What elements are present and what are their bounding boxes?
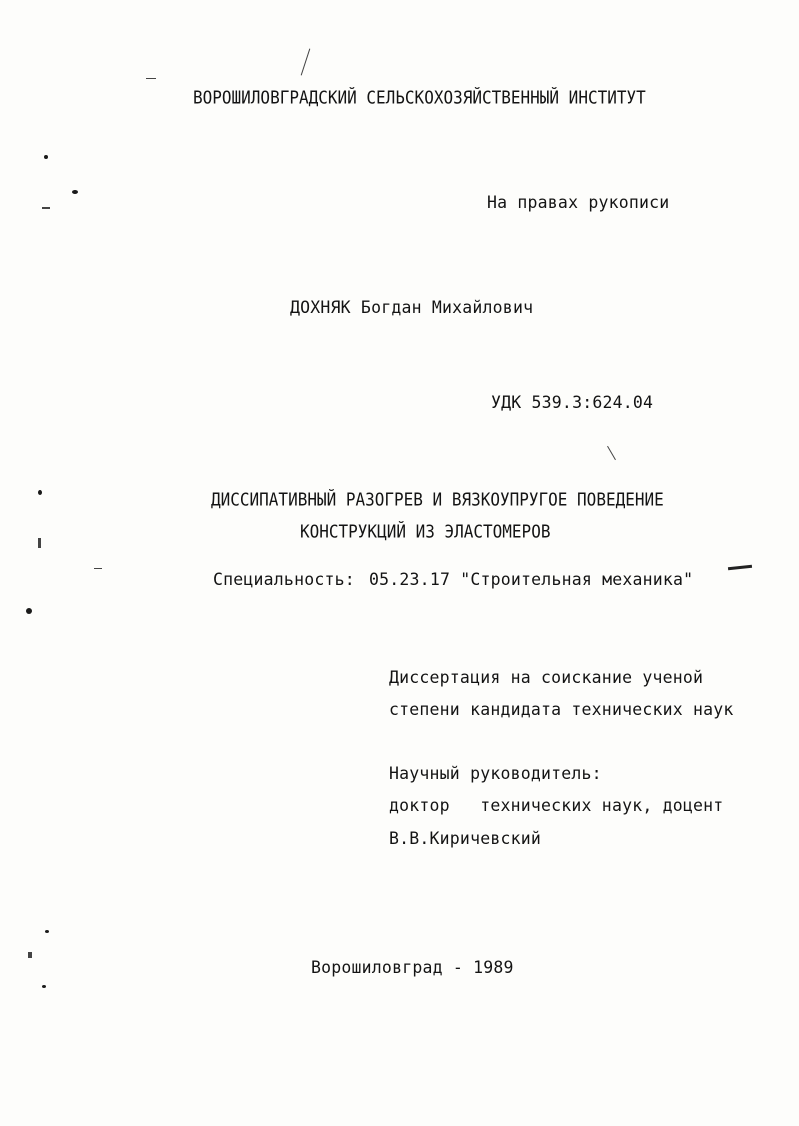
scan-mark: [38, 538, 41, 548]
scan-speck: [38, 490, 42, 495]
scan-mark: [301, 49, 311, 76]
supervisor-label: Научный руководитель:: [389, 764, 602, 783]
dissertation-title-line-1: ДИССИПАТИВНЫЙ РАЗОГРЕВ И ВЯЗКОУПРУГОЕ ПОВЕДЕНИЕ: [211, 488, 664, 511]
specialty-line: [213, 570, 693, 589]
udc-code: УДК 539.3:624.04: [491, 393, 654, 412]
scan-speck: [26, 608, 32, 614]
place-and-year: Ворошиловград - 1989: [311, 958, 514, 977]
specialty-code: 05.23.17: [369, 570, 451, 589]
scan-mark: [42, 207, 50, 209]
degree-line-1: Диссертация на соискание ученой: [389, 668, 704, 687]
scan-mark: [94, 568, 102, 569]
scan-mark: [607, 446, 616, 460]
specialty-name: "Строительная механика": [460, 570, 694, 589]
institute-name: ВОРОШИЛОВГРАДСКИЙ СЕЛЬСКОХОЗЯЙСТВЕННЫЙ ИНСТИТУТ: [193, 86, 646, 109]
dissertation-title-line-2: КОНСТРУКЦИЙ ИЗ ЭЛАСТОМЕРОВ: [300, 520, 551, 543]
supervisor-title: доктор технических наук, доцент: [389, 796, 724, 815]
scan-speck: [42, 985, 46, 988]
degree-line-2: степени кандидата технических наук: [389, 700, 734, 719]
manuscript-rights: На правах рукописи: [487, 193, 670, 212]
scan-speck: [44, 155, 48, 159]
scan-mark: [728, 565, 752, 570]
scan-mark: [146, 78, 156, 79]
scan-speck: [45, 930, 49, 933]
scan-speck: [72, 190, 78, 194]
scan-mark: [28, 952, 32, 958]
supervisor-name: В.В.Киричевский: [389, 829, 542, 848]
specialty-label: Специальность:: [213, 570, 355, 589]
author-name: ДОХНЯК Богдан Михайлович: [290, 298, 534, 317]
